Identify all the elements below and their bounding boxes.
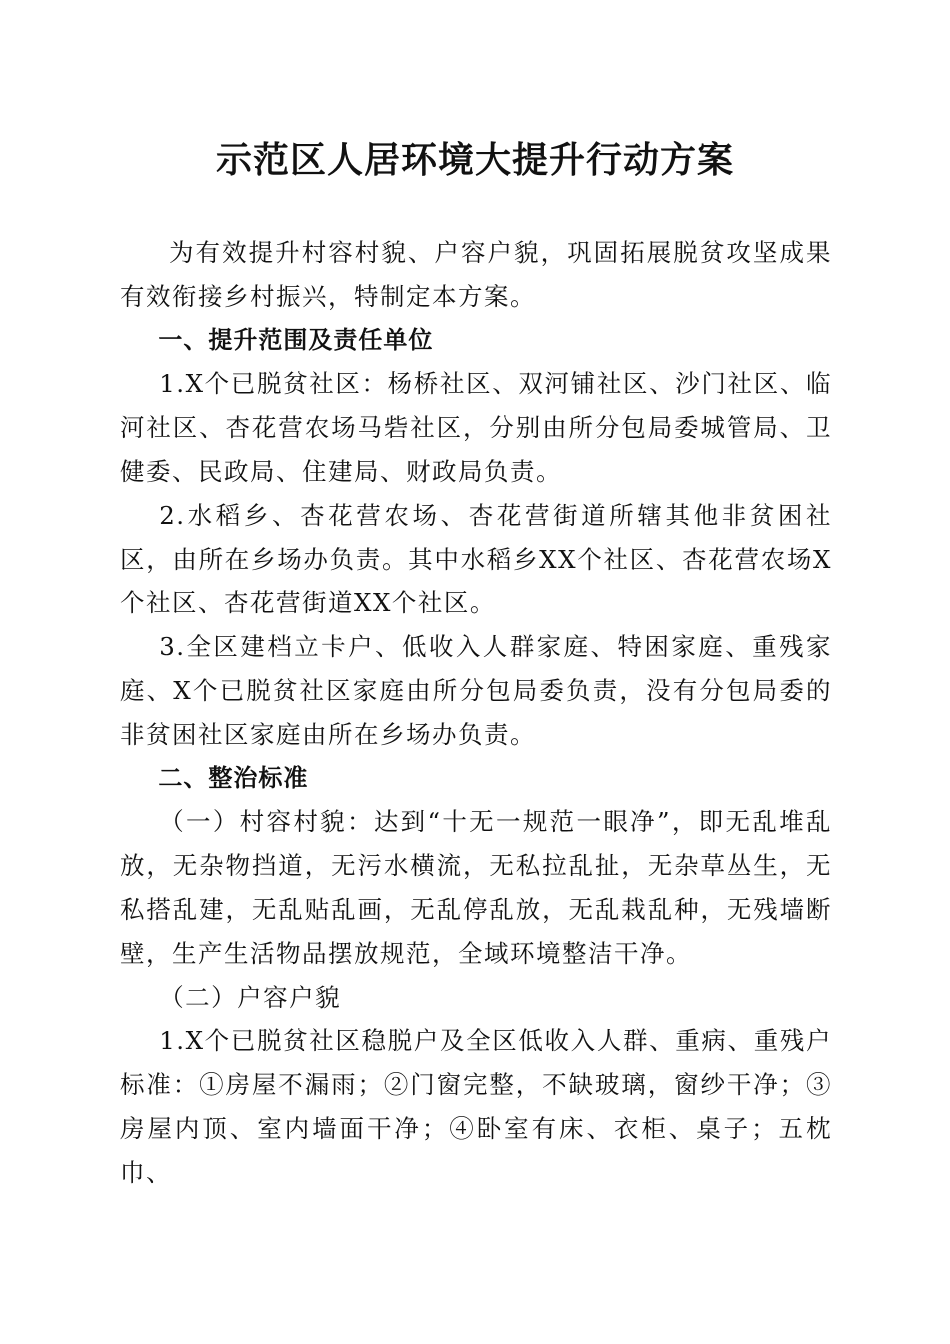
section-2-household-heading: （二）户容户貌 xyxy=(159,982,342,1012)
section-2-village-standard: （一）村容村貌：达到“十无一规范一眼净”，即无乱堆乱放，无杂物挡道，无污水横流，无私拉乱扯，无杂草丛生，无私搭乱建，无乱贴乱画，无乱停乱放，无乱栽乱种，无残墙断壁，生产生活物品摆放规范，全域环境整洁干净。 xyxy=(120,807,832,968)
section-1-item-2: 2.水稻乡、杏花营农场、杏花营街道所辖其他非贫困社区，由所在乡场办负责。其中水稻乡XX个社区、杏花营农场X个社区、杏花营街道XX个社区。 xyxy=(120,500,832,618)
section-2-household-item-1: 1.X个已脱贫社区稳脱户及全区低收入人群、重病、重残户标准：①房屋不漏雨；②门窗完整，不缺玻璃，窗纱干净；③房屋内顶、室内墙面干净；④卧室有床、衣柜、桌子；五枕巾、 xyxy=(120,1026,832,1187)
section-2-heading: 二、整治标准 xyxy=(158,763,309,792)
section-1-heading: 一、提升范围及责任单位 xyxy=(158,325,434,354)
section-1-item-1: 1.X个已脱贫社区：杨桥社区、双河铺社区、沙门社区、临河社区、杏花营农场马砦社区，分别由所分包局委城管局、卫健委、民政局、住建局、财政局负责。 xyxy=(120,369,832,486)
section-1-item-3: 3.全区建档立卡户、低收入人群家庭、特困家庭、重残家庭、X个已脱贫社区家庭由所分包局委负责，没有分包局委的非贫困社区家庭由所在乡场办负责。 xyxy=(120,632,832,749)
document-title: 示范区人居环境大提升行动方案 xyxy=(215,139,734,181)
document-body xyxy=(120,231,832,1195)
intro-paragraph: 为有效提升村容村貌、户容户貌，巩固拓展脱贫攻坚成果有效衔接乡村振兴，特制定本方案。 xyxy=(120,238,832,311)
